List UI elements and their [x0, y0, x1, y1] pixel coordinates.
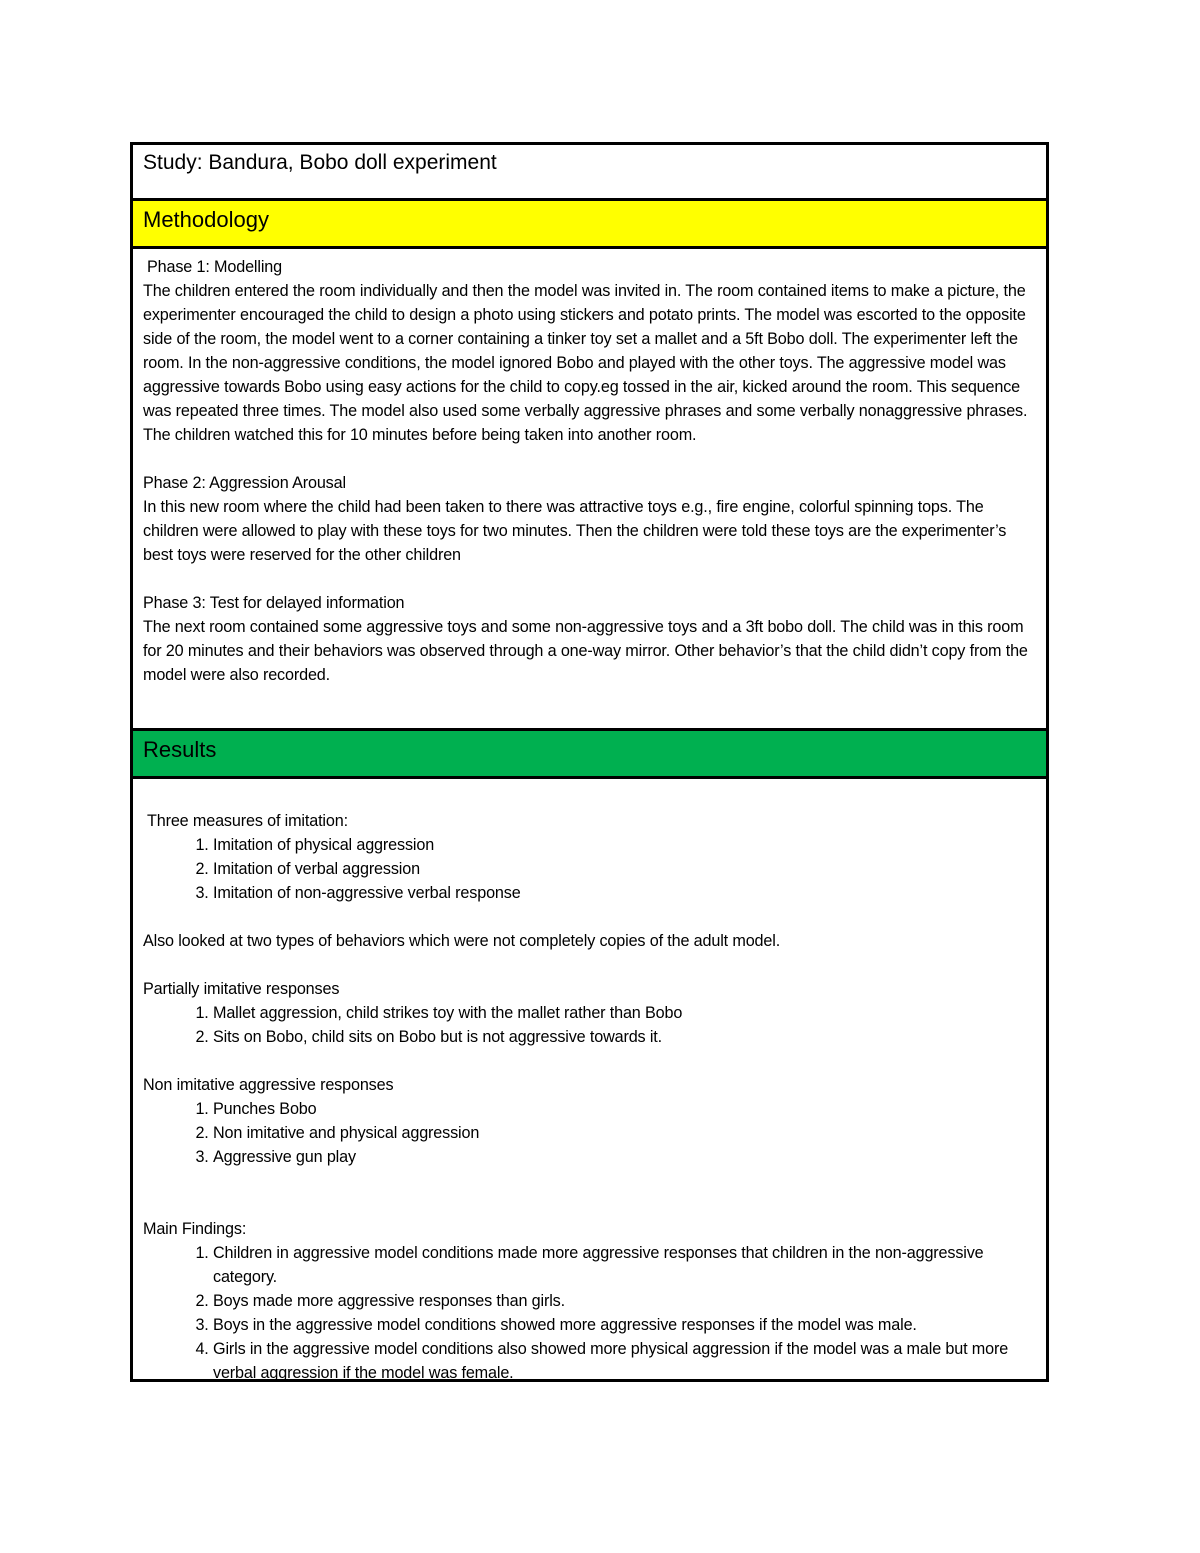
list-item: 2. Non imitative and physical aggression	[213, 1121, 1036, 1145]
list-item: 2. Boys made more aggressive responses than girls.	[213, 1289, 1036, 1313]
partial-list	[143, 1001, 1036, 1049]
phase1-text: The children entered the room individually and then the model was invited in. The room contained items to make a picture, the experimenter encouraged the child to design a photo using stickers and potato prints. The model was escorted to the opposite side of the room, the model went to a corner containing a tinker toy set a mallet and a 5ft Bobo doll. The experimenter left the room. In the non-aggressive conditions, the model ignored Bobo and played with the other toys. The aggressive model was aggressive towards Bobo using easy actions for the child to copy.eg tossed in the air, kicked around the room. This sequence was repeated three times. The model also used some verbally aggressive phrases and some verbally nonaggressive phrases. The children watched this for 10 minutes before being taken into another room.	[143, 282, 1028, 444]
partial-title: Partially imitative responses	[143, 980, 340, 998]
measures-title: Three measures of imitation:	[147, 812, 348, 830]
list-item: 3. Aggressive gun play	[213, 1145, 1036, 1169]
findings-title: Main Findings:	[143, 1220, 247, 1238]
list-item: 1. Mallet aggression, child strikes toy with the mallet rather than Bobo	[213, 1001, 1036, 1025]
list-item: 2. Sits on Bobo, child sits on Bobo but is not aggressive towards it.	[213, 1025, 1036, 1049]
list-item: 1. Punches Bobo	[213, 1097, 1036, 1121]
study-title: Study: Bandura, Bobo doll experiment	[133, 145, 1046, 201]
phase2-text: In this new room where the child had been taken to there was attractive toys e.g., fire engine, colorful spinning tops. The children were allowed to play with these toys for two minutes. Then the children were told these toys are the experimenter’s best toys were reserved for the other children	[143, 498, 1007, 564]
findings-list	[143, 1241, 1036, 1385]
phase3-title: Phase 3: Test for delayed information	[143, 594, 405, 612]
results-body	[133, 779, 1046, 1382]
list-item: 4. Girls in the aggressive model conditions also showed more physical aggression if the model was a male but more verbal aggression if the model was female.	[213, 1337, 1036, 1385]
list-item: 3. Imitation of non-aggressive verbal response	[213, 881, 1036, 905]
phase2-title: Phase 2: Aggression Arousal	[143, 474, 346, 492]
list-item: 1. Imitation of physical aggression	[213, 833, 1036, 857]
nonimitative-list	[143, 1097, 1036, 1169]
list-item: 3. Boys in the aggressive model conditions showed more aggressive responses if the model was male.	[213, 1313, 1036, 1337]
phase3-text: The next room contained some aggressive toys and some non-aggressive toys and a 3ft bobo doll. The child was in this room for 20 minutes and their behaviors was observed through a one-way mirror. Other behavior’s that the child didn’t copy from the model were also recorded.	[143, 618, 1028, 684]
also-text: Also looked at two types of behaviors which were not completely copies of the adult model.	[143, 932, 781, 950]
phase1-title: Phase 1: Modelling	[147, 258, 282, 276]
methodology-heading: Methodology	[133, 201, 1046, 249]
list-item: 1. Children in aggressive model conditions made more aggressive responses that children in the non-aggressive category.	[213, 1241, 1036, 1289]
study-table	[130, 142, 1049, 1382]
measures-list	[143, 833, 1036, 905]
nonimitative-title: Non imitative aggressive responses	[143, 1076, 394, 1094]
list-item: 2. Imitation of verbal aggression	[213, 857, 1036, 881]
methodology-body	[133, 249, 1046, 731]
results-heading: Results	[133, 731, 1046, 779]
